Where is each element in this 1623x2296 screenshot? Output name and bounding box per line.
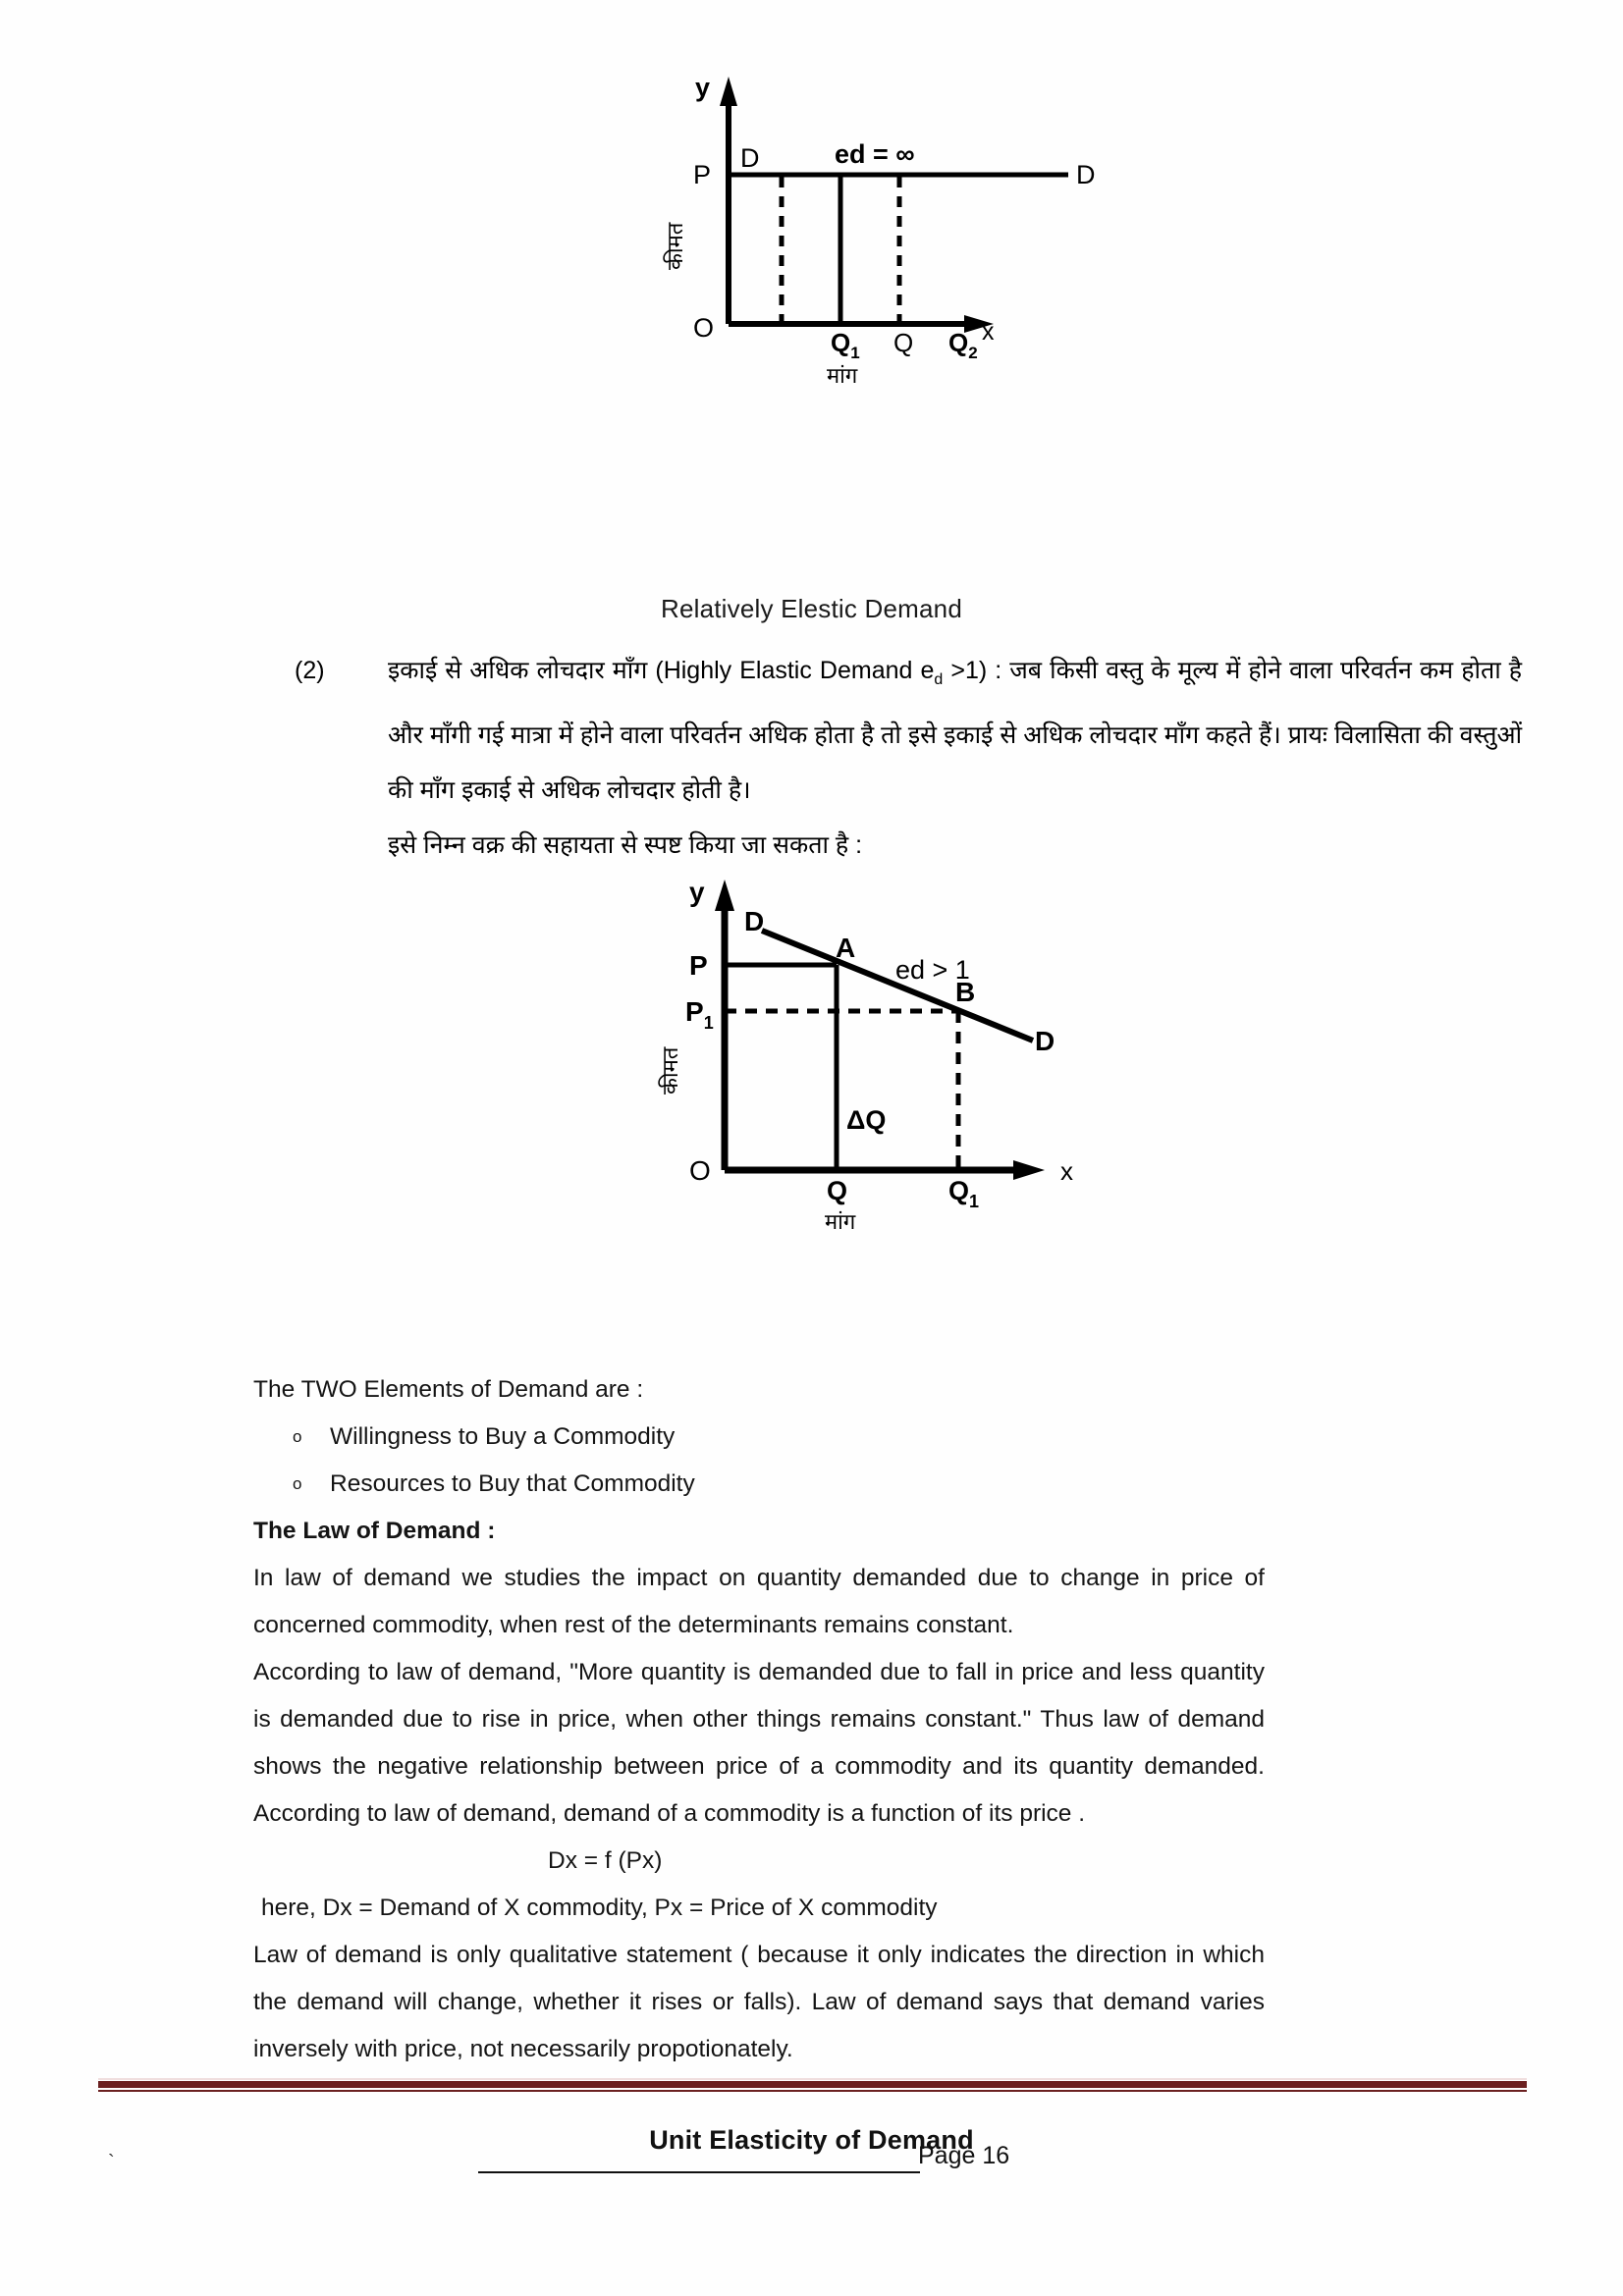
figure2-point-b-label: B <box>955 977 976 1007</box>
footer-rule-thick <box>98 2081 1527 2088</box>
law-of-demand-paragraph-1: In law of demand we studies the impact on quantity demanded due to change in price of concerned commodity, when rest of the determinants remains constant. <box>253 1565 1265 1638</box>
hindi-paragraph-text <box>388 643 1522 873</box>
figure2-svg <box>628 864 1178 1256</box>
x-axis-arrow <box>1013 1160 1045 1180</box>
footer-underline <box>478 2171 920 2173</box>
figure1-origin-label: O <box>693 313 715 343</box>
footer-mark: ` <box>108 2152 115 2173</box>
english-body-block <box>253 1366 1265 2073</box>
law-of-demand-paragraph-3: Law of demand is only qualitative statement ( because it only indicates the direction in which the demand will change, whether it rises or falls). Law of demand says that demand varies inversely with price, not necessarily propotionately. <box>253 1942 1265 2062</box>
hindi-line1-part1: इकाई से अधिक लोचदार माँग (Highly Elastic Demand e <box>388 657 935 684</box>
hindi-line1-subscript: d <box>934 671 944 688</box>
list-item <box>293 1414 1265 1461</box>
page-number: Page 16 <box>918 2142 1010 2169</box>
figure1-elasticity-note: ed = ∞ <box>835 139 915 169</box>
demand-function-formula: Dx = f (Px) <box>548 1847 663 1874</box>
demand-curve-line <box>762 931 1033 1041</box>
bullet-marker-icon: o <box>293 1474 302 1493</box>
figure2-tick-q1: $Q_1$ <box>948 1176 980 1211</box>
demand-elements-list <box>253 1414 1265 1508</box>
footer-divider-rule <box>98 2078 1527 2090</box>
hindi-line4: इसे निम्न वक्र की सहायता से स्पष्ट किया जा सकता है : <box>388 831 863 859</box>
figure2-price-p-label: P <box>689 950 708 981</box>
figure2-y-axis-label: y <box>689 877 705 907</box>
figure2-origin-label: O <box>689 1155 711 1186</box>
figure1-y-axis-label: y <box>695 73 711 102</box>
elements-heading: The TWO Elements of Demand are : <box>253 1376 644 1403</box>
hindi-list-number: (2) <box>295 657 325 684</box>
figure2-caption: Unit Elasticity of Demand <box>649 2125 974 2155</box>
figure2-tick-q: Q <box>827 1176 848 1205</box>
bullet-marker-icon: o <box>293 1427 302 1446</box>
figure1-price-axis-label: कीमत <box>663 222 687 270</box>
figure2-price-p1-label: $P_1$ <box>685 996 714 1033</box>
figure1-tick-q1: $Q_1$ <box>831 328 860 362</box>
figure1-price-point-label: P <box>693 160 712 189</box>
figure2-x-axis-label: x <box>1060 1156 1073 1186</box>
figure1-x-axis-label: x <box>982 318 995 346</box>
figure2-demand-axis-label: मांग <box>825 1209 856 1234</box>
figure1-svg <box>648 59 1198 471</box>
y-axis-arrow <box>720 77 737 106</box>
figure2-price-axis-label: कीमत <box>658 1046 682 1095</box>
figure1-caption: Relatively Elestic Demand <box>660 594 962 623</box>
hindi-line3: अधिक लोचदार माँग कहते हैं। प्रायः विलासिता की वस्तुओं की माँग इकाई से अधिक लोचदार होती है। <box>388 721 1523 804</box>
list-item <box>293 1461 1265 1508</box>
law-of-demand-heading: The Law of Demand : <box>253 1518 496 1544</box>
figure2-point-a-label: A <box>836 933 856 963</box>
y-axis-arrow <box>715 880 734 911</box>
footer-rule-highlight <box>98 2078 1527 2080</box>
hindi-line2: वाला परिवर्तन कम होता है और माँगी गई मात्रा में होने वाला परिवर्तन अधिक होता है तो इसे इकाई से <box>388 657 1523 749</box>
law-of-demand-paragraph-2: According to law of demand, "More quantity is demanded due to fall in price and less quantity is demanded due to rise in price, when other things remains constant." Thus law of demand shows the negative relationship between price of a commodity and its quantity demanded. According to law of demand, demand of a commodity is a function of its price . <box>253 1659 1265 1827</box>
footer-rule-thin <box>98 2090 1527 2092</box>
figure2-delta-q-label: ΔQ <box>846 1105 887 1135</box>
figure2-elasticity-note: ed > 1 <box>895 955 970 985</box>
figure2-curve-label-left: D <box>744 906 765 936</box>
figure2-curve-label-right: D <box>1035 1026 1055 1056</box>
formula-legend: here, Dx = Demand of X commodity, Px = Price of X commodity <box>261 1895 938 1921</box>
hindi-paragraph-block <box>295 643 1522 873</box>
figure1-tick-q: Q <box>893 328 914 357</box>
list-item-label: Resources to Buy that Commodity <box>330 1470 695 1497</box>
hindi-line1-part2: >1) : जब किसी वस्तु के मूल्य में होने <box>943 657 1282 684</box>
figure1-demand-axis-label: मांग <box>827 363 858 388</box>
figure1-tick-q2: $Q_2$ <box>948 328 978 362</box>
list-item-label: Willingness to Buy a Commodity <box>330 1423 676 1450</box>
figure1-curve-label-left: D <box>740 143 760 173</box>
figure1-curve-label-right: D <box>1076 160 1096 189</box>
figure-relatively-elastic-demand <box>0 59 1623 623</box>
